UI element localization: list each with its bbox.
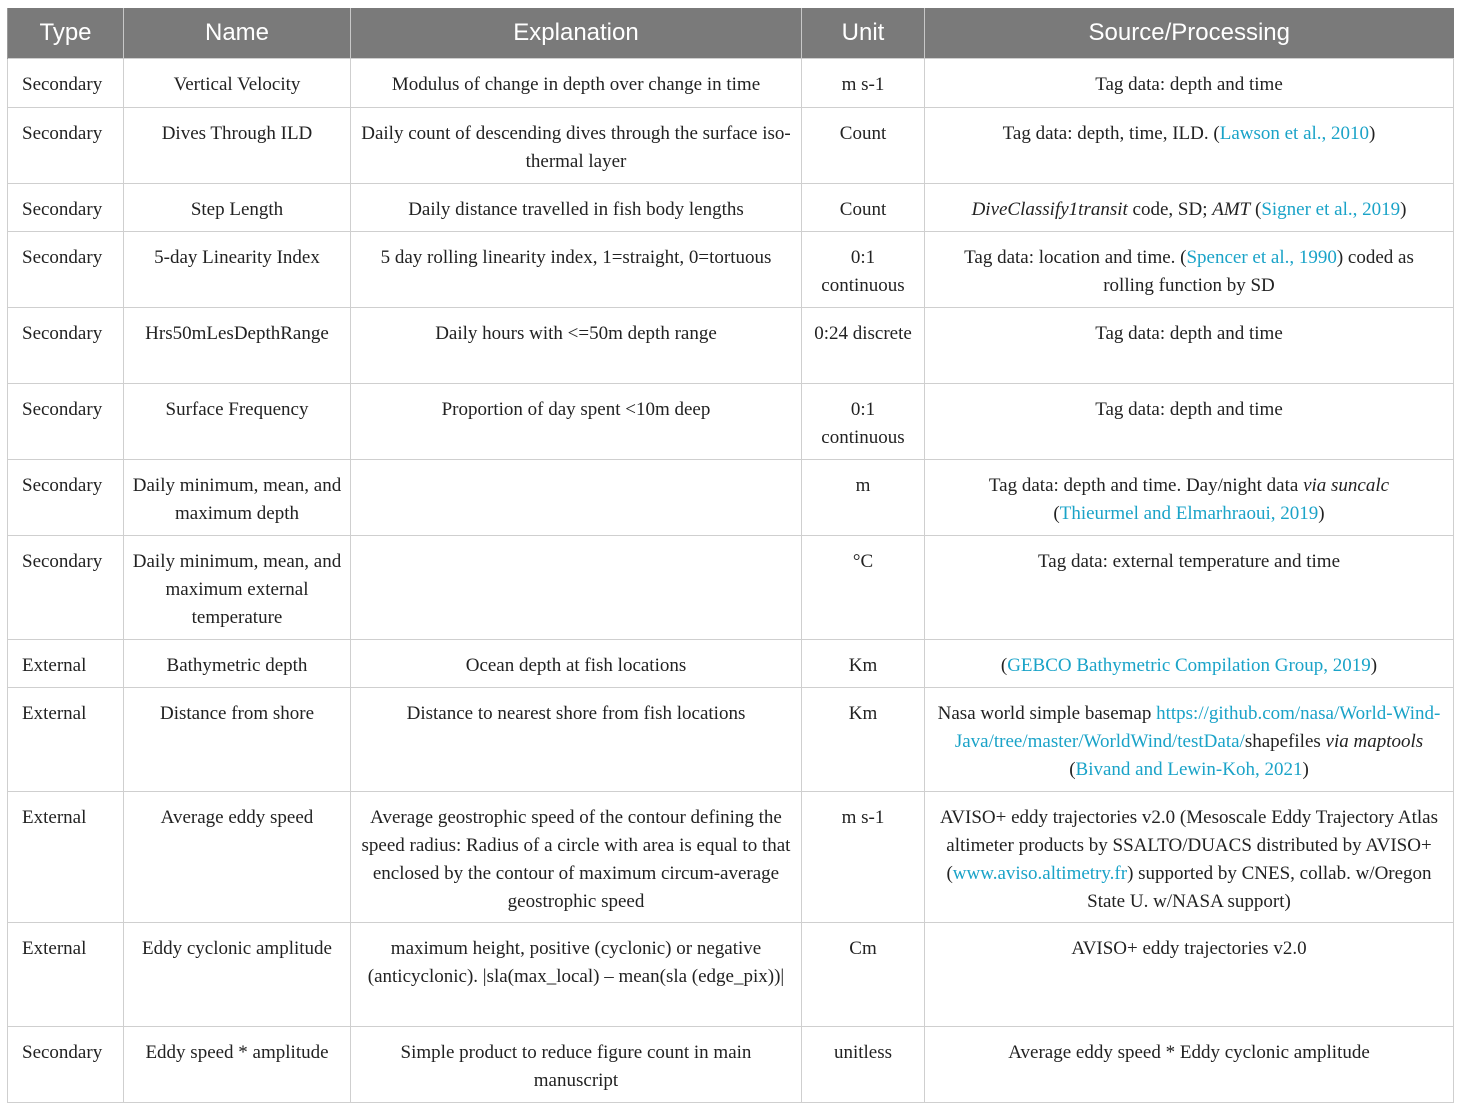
table-row	[8, 108, 1454, 184]
cell-unit: Count	[802, 184, 925, 232]
source-text: ) coded as rolling function by SD	[1103, 247, 1414, 296]
source-text: DiveClassify1transit	[971, 199, 1128, 220]
cell-name: Eddy speed * amplitude	[124, 1027, 351, 1103]
citation-link[interactable]: Thieurmel and Elmarhraoui, 2019	[1059, 503, 1319, 524]
cell-source	[925, 460, 1454, 536]
cell-source: Tag data: depth and time	[925, 308, 1454, 384]
table-row	[8, 308, 1454, 384]
cell-unit: °C	[802, 536, 925, 640]
cell-unit: 0:1 continuous	[802, 232, 925, 308]
citation-link[interactable]: Lawson et al., 2010	[1219, 123, 1370, 144]
cell-explanation: Distance to nearest shore from fish locations	[351, 688, 802, 792]
cell-explanation: Daily count of descending dives through the surface iso-thermal layer	[351, 108, 802, 184]
cell-type: External	[8, 792, 124, 923]
url-link[interactable]: www.aviso.altimetry.fr	[952, 863, 1128, 884]
cell-type: Secondary	[8, 108, 124, 184]
cell-type: External	[8, 640, 124, 688]
table-row	[8, 1027, 1454, 1103]
table-row	[8, 640, 1454, 688]
cell-source	[925, 688, 1454, 792]
table-row	[8, 792, 1454, 923]
cell-explanation: 5 day rolling linearity index, 1=straight, 0=tortuous	[351, 232, 802, 308]
cell-source	[925, 640, 1454, 688]
cell-type: Secondary	[8, 1027, 124, 1103]
cell-unit: 0:24 discrete	[802, 308, 925, 384]
cell-unit: m	[802, 460, 925, 536]
cell-name: Bathymetric depth	[124, 640, 351, 688]
header-type: Type	[8, 8, 124, 59]
cell-explanation	[351, 536, 802, 640]
source-text: code, SD;	[1127, 199, 1213, 220]
citation-link[interactable]: Spencer et al., 1990	[1186, 247, 1337, 268]
cell-type: Secondary	[8, 460, 124, 536]
cell-type: Secondary	[8, 232, 124, 308]
table-row	[8, 59, 1454, 108]
url-link[interactable]: https://github.com/nasa/World-Wind-Java/tree/master/WorldWind/testData/	[954, 703, 1441, 752]
cell-name: Surface Frequency	[124, 384, 351, 460]
citation-link[interactable]: Bivand and Lewin-Koh, 2021	[1075, 759, 1303, 780]
cell-explanation: Ocean depth at fish locations	[351, 640, 802, 688]
cell-source: Tag data: depth and time	[925, 59, 1454, 108]
source-text: )	[1400, 199, 1407, 220]
source-text: )	[1369, 123, 1376, 144]
source-text: (	[1053, 503, 1060, 524]
cell-name: Daily minimum, mean, and maximum external temperature	[124, 536, 351, 640]
cell-unit: Count	[802, 108, 925, 184]
table-row	[8, 923, 1454, 1027]
table-row	[8, 460, 1454, 536]
source-text: (	[1069, 759, 1076, 780]
table-row	[8, 536, 1454, 640]
header-source: Source/Processing	[925, 8, 1454, 59]
source-text: AVISO+ eddy trajectories v2.0 (Mesoscale Eddy Trajectory Atlas altimeter products by SSALTO/DUACS distributed by AVISO+ (	[940, 807, 1438, 884]
table-row	[8, 384, 1454, 460]
cell-explanation: Average geostrophic speed of the contour defining the speed radius: Radius of a circle with area is equal to that enclosed by the contour of maximum circum-average geostrophic speed	[351, 792, 802, 923]
table-row	[8, 688, 1454, 792]
cell-source	[925, 792, 1454, 923]
citation-link[interactable]: Signer et al., 2019	[1261, 199, 1401, 220]
cell-name: Dives Through ILD	[124, 108, 351, 184]
source-text: Nasa world simple basemap	[937, 703, 1157, 724]
cell-name: 5-day Linearity Index	[124, 232, 351, 308]
source-text: (	[1250, 199, 1262, 220]
cell-explanation: Proportion of day spent <10m deep	[351, 384, 802, 460]
cell-name: Hrs50mLesDepthRange	[124, 308, 351, 384]
source-text: Tag data: depth and time. Day/night data	[988, 475, 1304, 496]
cell-type: Secondary	[8, 184, 124, 232]
cell-explanation: Modulus of change in depth over change in time	[351, 59, 802, 108]
cell-name: Vertical Velocity	[124, 59, 351, 108]
header-name: Name	[124, 8, 351, 59]
cell-name: Eddy cyclonic amplitude	[124, 923, 351, 1027]
cell-unit: m s-1	[802, 59, 925, 108]
cell-explanation: Daily distance travelled in fish body lengths	[351, 184, 802, 232]
source-text: )	[1302, 759, 1309, 780]
table-row	[8, 184, 1454, 232]
cell-type: Secondary	[8, 308, 124, 384]
cell-source	[925, 108, 1454, 184]
citation-link[interactable]: GEBCO Bathymetric Compilation Group, 2019	[1007, 655, 1371, 676]
cell-explanation: Simple product to reduce figure count in main manuscript	[351, 1027, 802, 1103]
cell-name: Step Length	[124, 184, 351, 232]
cell-source: Tag data: depth and time	[925, 384, 1454, 460]
source-text: Tag data: depth, time, ILD. (	[1002, 123, 1220, 144]
cell-explanation	[351, 460, 802, 536]
header-row	[8, 8, 1454, 59]
cell-unit: Cm	[802, 923, 925, 1027]
cell-unit: Km	[802, 688, 925, 792]
cell-type: External	[8, 923, 124, 1027]
cell-explanation: maximum height, positive (cyclonic) or negative (anticyclonic). |sla(max_local) – mean(sla (edge_pix))|	[351, 923, 802, 1027]
cell-source: Average eddy speed * Eddy cyclonic amplitude	[925, 1027, 1454, 1103]
source-text: AMT	[1212, 199, 1251, 220]
source-text: )	[1318, 503, 1325, 524]
source-text: (	[1000, 655, 1008, 676]
source-text: shapefiles	[1244, 731, 1326, 752]
cell-source	[925, 232, 1454, 308]
source-text: via maptools	[1325, 731, 1424, 752]
table-row	[8, 232, 1454, 308]
cell-source	[925, 184, 1454, 232]
cell-name: Daily minimum, mean, and maximum depth	[124, 460, 351, 536]
header-explanation: Explanation	[351, 8, 802, 59]
cell-type: Secondary	[8, 59, 124, 108]
cell-source: Tag data: external temperature and time	[925, 536, 1454, 640]
cell-type: Secondary	[8, 384, 124, 460]
cell-type: Secondary	[8, 536, 124, 640]
cell-unit: m s-1	[802, 792, 925, 923]
source-text: Tag data: location and time. (	[964, 247, 1187, 268]
cell-unit: Km	[802, 640, 925, 688]
cell-explanation: Daily hours with <=50m depth range	[351, 308, 802, 384]
cell-source: AVISO+ eddy trajectories v2.0	[925, 923, 1454, 1027]
cell-name: Average eddy speed	[124, 792, 351, 923]
variables-table	[7, 8, 1454, 1103]
source-text: )	[1370, 655, 1378, 676]
cell-unit: 0:1 continuous	[802, 384, 925, 460]
cell-name: Distance from shore	[124, 688, 351, 792]
source-text: via suncalc	[1303, 475, 1390, 496]
source-text: ) supported by CNES, collab. w/Oregon State U. w/NASA support)	[1087, 863, 1432, 912]
cell-type: External	[8, 688, 124, 792]
cell-unit: unitless	[802, 1027, 925, 1103]
header-unit: Unit	[802, 8, 925, 59]
